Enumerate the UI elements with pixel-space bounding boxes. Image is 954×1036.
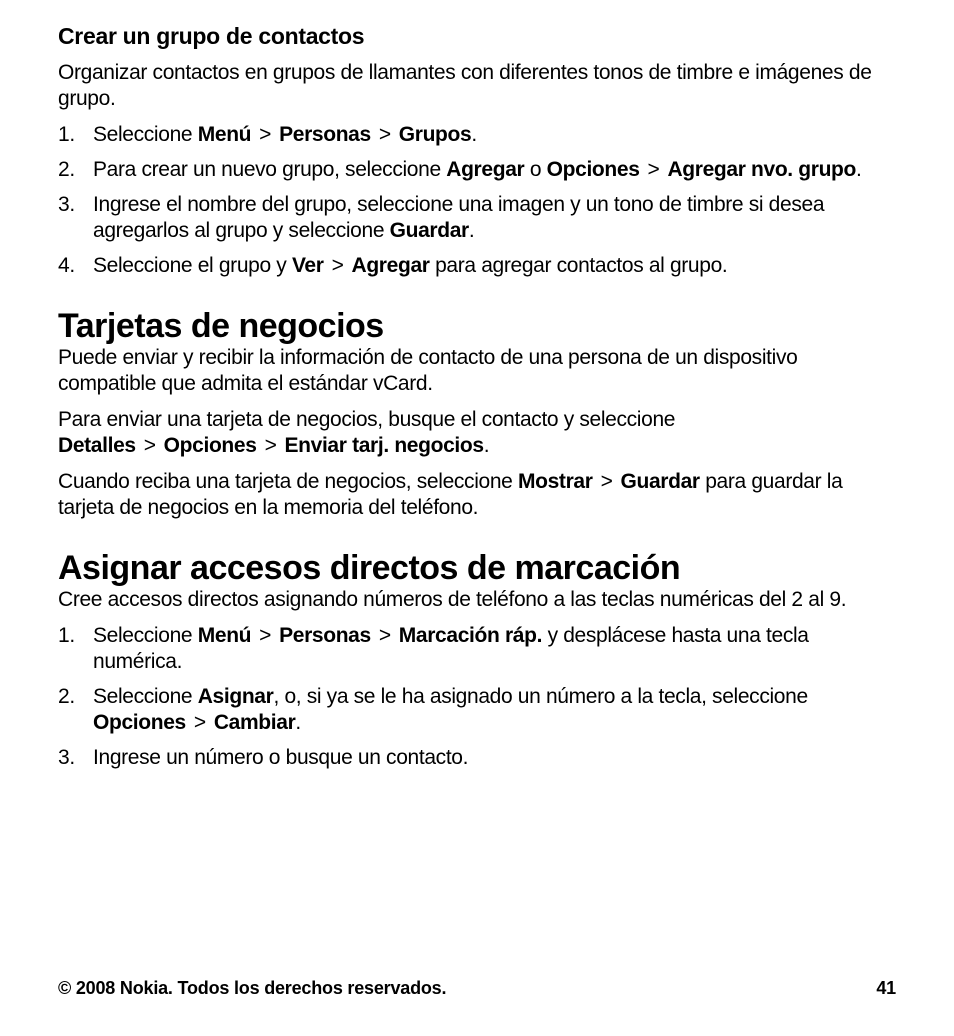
paragraph <box>58 407 898 459</box>
list-item <box>58 122 898 148</box>
step-text: Seleccione <box>93 624 198 647</box>
step-text: Seleccione <box>93 685 198 708</box>
section-heading-tarjetas: Tarjetas de negocios <box>58 307 384 345</box>
section-heading-crear-grupo: Crear un grupo de contactos <box>58 23 365 49</box>
menu-path-item: Guardar <box>389 219 469 242</box>
copyright-notice: © 2008 Nokia. Todos los derechos reservados. <box>58 978 447 998</box>
page-footer <box>58 978 896 999</box>
menu-path-item: Asignar <box>197 685 274 708</box>
step-number: 2. <box>58 158 75 181</box>
menu-path-item: Personas <box>279 624 371 647</box>
menu-path-item: Menú <box>197 624 252 647</box>
section-intro: Cree accesos directos asignando números de teléfono a las teclas numéricas del 2 al 9. <box>58 588 847 611</box>
menu-path-item: Opciones <box>163 434 257 457</box>
menu-path-item: Mostrar <box>517 470 593 493</box>
path-separator: > <box>259 624 272 647</box>
path-separator: > <box>600 470 613 493</box>
menu-path-item: Detalles <box>58 434 136 457</box>
list-item <box>58 623 898 675</box>
step-text: Ingrese el nombre del grupo, seleccione una imagen y un tono de timbre si desea agregarlos al grupo y seleccione <box>93 193 825 242</box>
list-item <box>58 192 898 244</box>
menu-path-item: Opciones <box>546 158 640 181</box>
section-intro: Organizar contactos en grupos de llamantes con diferentes tonos de timbre e imágenes de grupo. <box>58 61 872 110</box>
step-text: Ingrese un número o busque un contacto. <box>93 746 469 769</box>
step-text: Para crear un nuevo grupo, seleccione <box>93 158 447 181</box>
steps-list <box>58 122 898 279</box>
steps-list <box>58 623 898 771</box>
step-number: 4. <box>58 254 75 277</box>
step-text: Seleccione el grupo y <box>93 254 292 277</box>
paragraph-text: Cuando reciba una tarjeta de negocios, seleccione <box>58 470 518 493</box>
step-text: Seleccione <box>93 123 198 146</box>
menu-path-item: Opciones <box>93 711 186 734</box>
path-separator: > <box>647 158 660 181</box>
path-separator: > <box>264 434 277 457</box>
path-separator: > <box>331 254 344 277</box>
list-item <box>58 253 898 279</box>
step-number: 1. <box>58 624 75 647</box>
list-item <box>58 157 898 183</box>
menu-path-item: Guardar <box>620 470 700 493</box>
menu-path-item: Menú <box>197 123 252 146</box>
path-separator: > <box>193 711 206 734</box>
step-text: y desplácese hasta una tecla numérica. <box>93 624 809 673</box>
menu-path-item: Agregar <box>446 158 525 181</box>
list-item <box>58 745 898 771</box>
step-text: , o, si ya se le ha asignado un número a la tecla, seleccione <box>273 685 808 708</box>
menu-path-item: Marcación ráp. <box>398 624 543 647</box>
menu-path-item: Cambiar <box>213 711 296 734</box>
paragraph-text: para guardar la tarjeta de negocios en la memoria del teléfono. <box>58 470 843 519</box>
step-number: 3. <box>58 746 75 769</box>
menu-path-item: Enviar tarj. negocios <box>284 434 484 457</box>
page-number: 41 <box>876 978 896 998</box>
step-number: 3. <box>58 193 75 216</box>
step-text: . <box>295 711 301 734</box>
step-text: . <box>468 219 475 242</box>
menu-path-item: Grupos <box>398 123 472 146</box>
path-separator: > <box>143 434 156 457</box>
path-separator: > <box>378 123 391 146</box>
step-text: o <box>524 158 547 181</box>
path-separator: > <box>378 624 391 647</box>
section-heading-asignar-accesos: Asignar accesos directos de marcación <box>58 549 681 587</box>
step-text: para agregar contactos al grupo. <box>429 254 728 277</box>
step-number: 2. <box>58 685 75 708</box>
step-number: 1. <box>58 123 75 146</box>
menu-path-item: Personas <box>279 123 371 146</box>
menu-path-item: Agregar nvo. grupo <box>667 158 857 181</box>
document-page <box>58 22 898 781</box>
paragraph-text: Para enviar una tarjeta de negocios, busque el contacto y seleccione <box>58 408 676 431</box>
menu-path-item: Agregar <box>351 254 430 277</box>
list-item <box>58 684 898 736</box>
step-text: . <box>471 123 477 146</box>
paragraph-text: . <box>483 434 490 457</box>
menu-path-item: Ver <box>291 254 324 277</box>
step-text: . <box>856 158 862 181</box>
paragraph: Puede enviar y recibir la información de contacto de una persona de un dispositivo compatible que admita el estándar vCard. <box>58 346 798 395</box>
path-separator: > <box>259 123 272 146</box>
paragraph <box>58 469 898 521</box>
